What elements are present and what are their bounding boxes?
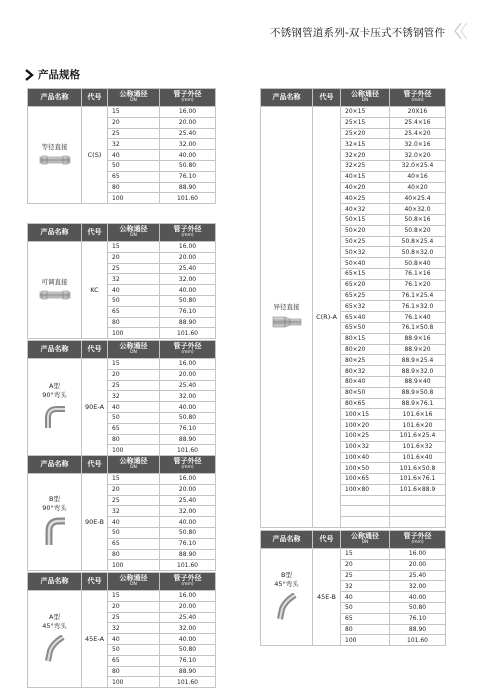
- nominal-diameter-cell: 50×20: [341, 225, 390, 236]
- outer-diameter-cell: 76.1×25.4: [390, 290, 446, 301]
- nominal-diameter-cell: 65: [108, 171, 160, 182]
- nominal-diameter-cell: 15: [108, 591, 160, 602]
- chevron-decoration-icon: [454, 22, 468, 40]
- nominal-diameter-cell: 100: [108, 193, 160, 204]
- product-name-cell: [28, 474, 82, 571]
- header-nominal-diameter-unit: DN: [361, 539, 369, 545]
- header-code: 代号: [82, 341, 108, 359]
- nominal-diameter-cell: 80: [108, 549, 160, 560]
- header-code: 代号: [313, 89, 341, 107]
- nominal-diameter-cell: 50: [108, 160, 160, 171]
- nominal-diameter-cell: 25: [108, 380, 160, 391]
- outer-diameter-cell: 76.10: [160, 171, 216, 182]
- header-nominal-diameter-unit: DN: [130, 232, 137, 238]
- nominal-diameter-cell: 100×40: [341, 452, 390, 463]
- header-nominal-diameter-label: 公称通径: [351, 532, 379, 541]
- header-pipe-outer-diameter: [160, 224, 216, 242]
- nominal-diameter-cell: 25: [108, 263, 160, 274]
- section-title: 产品规格: [38, 69, 80, 81]
- product-name-line: A型: [49, 613, 60, 622]
- outer-diameter-cell: 101.6×50.8: [390, 463, 446, 474]
- header-nominal-diameter: [341, 531, 390, 549]
- outer-diameter-cell: 16.00: [160, 359, 216, 370]
- nominal-diameter-cell: 32: [341, 581, 390, 592]
- product-code: 45E-B: [313, 549, 341, 646]
- product-name-cell: [28, 107, 82, 204]
- header-nominal-diameter-label: 公称通径: [119, 457, 148, 466]
- outer-diameter-cell: 40×20: [390, 182, 446, 193]
- outer-diameter-cell: 32.00: [160, 623, 216, 634]
- outer-diameter-cell: 40.00: [160, 285, 216, 296]
- outer-diameter-cell: 101.6×32: [390, 441, 446, 452]
- outer-diameter-cell: 20.00: [390, 559, 446, 570]
- nominal-diameter-cell: 32: [108, 139, 160, 150]
- outer-diameter-cell: 16.00: [160, 242, 216, 253]
- nominal-diameter-cell: 40×32: [341, 204, 390, 215]
- nominal-diameter-cell: 15: [341, 549, 390, 560]
- header-nominal-diameter-label: 公称通径: [351, 90, 379, 99]
- product-code: 90E-B: [82, 474, 108, 571]
- nominal-diameter-cell: 50: [108, 527, 160, 538]
- nominal-diameter-cell: 65: [108, 423, 160, 434]
- nominal-diameter-cell: 25: [108, 128, 160, 139]
- header-nominal-diameter: [108, 341, 160, 359]
- nominal-diameter-cell: 100×80: [341, 484, 390, 495]
- nominal-diameter-cell: 20×15: [341, 107, 390, 118]
- outer-diameter-cell: 88.9×16: [390, 333, 446, 344]
- product-name-line: 可调直接: [41, 277, 68, 286]
- outer-diameter-cell: 50.8×32.0: [390, 247, 446, 258]
- outer-diameter-cell: 76.10: [160, 538, 216, 549]
- outer-diameter-cell: [390, 506, 446, 517]
- header-pipe-outer-diameter-unit: (mm): [181, 581, 194, 587]
- nominal-diameter-cell: 40×25: [341, 193, 390, 204]
- outer-diameter-cell: 76.10: [390, 613, 446, 624]
- nominal-diameter-cell: 20: [108, 484, 160, 495]
- nominal-diameter-cell: 50×15: [341, 214, 390, 225]
- outer-diameter-cell: 20.00: [160, 252, 216, 263]
- outer-diameter-cell: 101.60: [160, 677, 216, 688]
- outer-diameter-cell: 88.9×25.4: [390, 355, 446, 366]
- table-row: [28, 107, 216, 118]
- table-row: [28, 591, 216, 602]
- reducing-coupling-table: [260, 88, 446, 528]
- nominal-diameter-cell: 20: [108, 252, 160, 263]
- outer-diameter-cell: 32.0×20: [390, 150, 446, 161]
- nominal-diameter-cell: 100: [108, 328, 160, 339]
- nominal-diameter-cell: 32×20: [341, 150, 390, 161]
- outer-diameter-cell: 88.90: [160, 434, 216, 445]
- outer-diameter-cell: 50.80: [160, 644, 216, 655]
- outer-diameter-cell: 25.4×20: [390, 128, 446, 139]
- nominal-diameter-cell: 25×15: [341, 117, 390, 128]
- outer-diameter-cell: 101.6×25.4: [390, 430, 446, 441]
- page-header-title: 不锈钢管道系列-双卡压式不锈钢管件: [270, 27, 446, 39]
- header-pipe-outer-diameter-unit: (mm): [181, 232, 194, 238]
- product-name-line: 45°弯头: [274, 580, 299, 589]
- nominal-diameter-cell: 20: [108, 117, 160, 128]
- nominal-diameter-cell: 25×20: [341, 128, 390, 139]
- header-nominal-diameter: [341, 89, 390, 107]
- nominal-diameter-cell: 20: [108, 369, 160, 380]
- outer-diameter-cell: 101.6×88.9: [390, 484, 446, 495]
- outer-diameter-cell: 25.40: [160, 263, 216, 274]
- product-name-line: A型: [49, 382, 60, 391]
- nominal-diameter-cell: 100: [108, 560, 160, 571]
- nominal-diameter-cell: 65: [108, 655, 160, 666]
- nominal-diameter-cell: 80: [108, 182, 160, 193]
- outer-diameter-cell: 101.60: [160, 328, 216, 339]
- outer-diameter-cell: 32.0×16: [390, 139, 446, 150]
- nominal-diameter-cell: 32: [108, 506, 160, 517]
- product-name-cell: [28, 242, 82, 339]
- nominal-diameter-cell: 65×20: [341, 279, 390, 290]
- nominal-diameter-cell: 50×32: [341, 247, 390, 258]
- nominal-diameter-cell: 40: [108, 402, 160, 413]
- product-code: C(R)-A: [313, 107, 341, 528]
- header-pipe-outer-diameter: [160, 456, 216, 474]
- outer-diameter-cell: 50.80: [160, 160, 216, 171]
- header-pipe-outer-diameter: [160, 89, 216, 107]
- nominal-diameter-cell: 40×20: [341, 182, 390, 193]
- product-code: 45E-A: [82, 591, 108, 688]
- product-name-cell: [28, 359, 82, 456]
- nominal-diameter-cell: 15: [108, 242, 160, 253]
- header-pipe-outer-diameter: [390, 531, 446, 549]
- product-name-line: 45°弯头: [42, 622, 67, 631]
- outer-diameter-cell: 25.40: [390, 570, 446, 581]
- product-code: KC: [82, 242, 108, 339]
- nominal-diameter-cell: 100×65: [341, 474, 390, 485]
- product-name-line: 等径直接: [41, 142, 68, 151]
- nominal-diameter-cell: 20: [108, 601, 160, 612]
- header-code: 代号: [82, 89, 108, 107]
- nominal-diameter-cell: 50: [108, 295, 160, 306]
- nominal-diameter-cell: [341, 506, 390, 517]
- outer-diameter-cell: 32.00: [160, 274, 216, 285]
- outer-diameter-cell: 16.00: [390, 549, 446, 560]
- header-pipe-outer-diameter-unit: (mm): [181, 464, 194, 470]
- header-nominal-diameter: [108, 89, 160, 107]
- nominal-diameter-cell: 100×50: [341, 463, 390, 474]
- elbow-90-type-b-table: [27, 455, 216, 571]
- outer-diameter-cell: 76.1×32.0: [390, 301, 446, 312]
- nominal-diameter-cell: 65×50: [341, 322, 390, 333]
- outer-diameter-cell: 88.90: [160, 317, 216, 328]
- table-row: [28, 242, 216, 253]
- outer-diameter-cell: 20.00: [160, 369, 216, 380]
- outer-diameter-cell: 25.40: [160, 495, 216, 506]
- outer-diameter-cell: 32.00: [160, 139, 216, 150]
- nominal-diameter-cell: 25: [108, 495, 160, 506]
- outer-diameter-cell: 16.00: [160, 591, 216, 602]
- header-product-name: 产品名称: [28, 573, 82, 591]
- nominal-diameter-cell: 100×20: [341, 420, 390, 431]
- nominal-diameter-cell: [341, 495, 390, 506]
- product-name-cell: [261, 107, 313, 528]
- nominal-diameter-cell: 32: [108, 623, 160, 634]
- outer-diameter-cell: [390, 517, 446, 528]
- nominal-diameter-cell: 50×40: [341, 258, 390, 269]
- nominal-diameter-cell: 80×20: [341, 344, 390, 355]
- nominal-diameter-cell: 80×40: [341, 376, 390, 387]
- outer-diameter-cell: 88.90: [160, 666, 216, 677]
- header-product-name: 产品名称: [28, 89, 82, 107]
- nominal-diameter-cell: 100×15: [341, 409, 390, 420]
- outer-diameter-cell: 50.80: [160, 527, 216, 538]
- header-product-name: 产品名称: [261, 89, 313, 107]
- table-row: [261, 549, 446, 560]
- header-pipe-outer-diameter-label: 管子外径: [173, 574, 202, 583]
- header-product-name: 产品名称: [28, 456, 82, 474]
- nominal-diameter-cell: 100: [341, 635, 390, 646]
- outer-diameter-cell: 50.8×25.4: [390, 236, 446, 247]
- nominal-diameter-cell: 65×40: [341, 312, 390, 323]
- outer-diameter-cell: 25.40: [160, 612, 216, 623]
- fitting-image-icon: [28, 517, 81, 549]
- outer-diameter-cell: 101.60: [160, 560, 216, 571]
- chevron-right-icon: [24, 69, 34, 81]
- elbow-45-type-a-table: [27, 572, 216, 688]
- header-nominal-diameter: [108, 573, 160, 591]
- nominal-diameter-cell: 80: [108, 666, 160, 677]
- outer-diameter-cell: 88.90: [160, 182, 216, 193]
- outer-diameter-cell: 20.00: [160, 117, 216, 128]
- outer-diameter-cell: 40.00: [160, 634, 216, 645]
- header-pipe-outer-diameter-unit: (mm): [181, 349, 194, 355]
- outer-diameter-cell: 32.0×25.4: [390, 160, 446, 171]
- outer-diameter-cell: 16.00: [160, 474, 216, 485]
- nominal-diameter-cell: 40: [108, 285, 160, 296]
- outer-diameter-cell: 101.60: [160, 445, 216, 456]
- header-nominal-diameter-unit: DN: [130, 581, 137, 587]
- nominal-diameter-cell: 50: [108, 644, 160, 655]
- outer-diameter-cell: 101.6×40: [390, 452, 446, 463]
- outer-diameter-cell: 101.60: [160, 193, 216, 204]
- outer-diameter-cell: 50.8×40: [390, 258, 446, 269]
- nominal-diameter-cell: 80: [108, 317, 160, 328]
- product-name-cell: [261, 549, 313, 646]
- outer-diameter-cell: 76.10: [160, 655, 216, 666]
- nominal-diameter-cell: 50: [108, 412, 160, 423]
- header-code: 代号: [82, 224, 108, 242]
- nominal-diameter-cell: 32: [108, 391, 160, 402]
- nominal-diameter-cell: 32×15: [341, 139, 390, 150]
- header-code: 代号: [313, 531, 341, 549]
- outer-diameter-cell: 88.9×40: [390, 376, 446, 387]
- header-nominal-diameter-unit: DN: [130, 349, 137, 355]
- outer-diameter-cell: 76.10: [160, 306, 216, 317]
- nominal-diameter-cell: 15: [108, 359, 160, 370]
- outer-diameter-cell: 25.40: [160, 380, 216, 391]
- header-pipe-outer-diameter-unit: (mm): [411, 539, 424, 545]
- outer-diameter-cell: 76.1×40: [390, 312, 446, 323]
- outer-diameter-cell: 20.00: [160, 601, 216, 612]
- outer-diameter-cell: 40.00: [160, 150, 216, 161]
- outer-diameter-cell: 40×16: [390, 171, 446, 182]
- adjustable-coupling-table: [27, 223, 216, 339]
- outer-diameter-cell: 88.90: [390, 624, 446, 635]
- table-row: [28, 474, 216, 485]
- nominal-diameter-cell: 65×25: [341, 290, 390, 301]
- nominal-diameter-cell: 25: [108, 612, 160, 623]
- product-code: C(S): [82, 107, 108, 204]
- header-product-name: 产品名称: [261, 531, 313, 549]
- outer-diameter-cell: 76.1×20: [390, 279, 446, 290]
- product-code: 90E-A: [82, 359, 108, 456]
- nominal-diameter-cell: 40: [108, 634, 160, 645]
- nominal-diameter-cell: 100×25: [341, 430, 390, 441]
- outer-diameter-cell: 32.00: [160, 506, 216, 517]
- product-name-line: 异径直接: [273, 302, 300, 311]
- nominal-diameter-cell: 65: [108, 306, 160, 317]
- product-name-cell: [28, 591, 82, 688]
- outer-diameter-cell: 88.9×50.8: [390, 387, 446, 398]
- product-name-line: B型: [281, 571, 292, 580]
- outer-diameter-cell: 32.00: [160, 391, 216, 402]
- nominal-diameter-cell: 65×32: [341, 301, 390, 312]
- outer-diameter-cell: 50.8×16: [390, 214, 446, 225]
- outer-diameter-cell: 50.8×20: [390, 225, 446, 236]
- outer-diameter-cell: 16.00: [160, 107, 216, 118]
- fitting-image-icon: [261, 593, 312, 623]
- fitting-image-icon: [28, 290, 81, 302]
- header-pipe-outer-diameter-label: 管子外径: [173, 457, 202, 466]
- nominal-diameter-cell: 80×32: [341, 366, 390, 377]
- header-pipe-outer-diameter-label: 管子外径: [403, 90, 432, 99]
- outer-diameter-cell: 32.00: [390, 581, 446, 592]
- header-nominal-diameter-label: 公称通径: [119, 574, 148, 583]
- header-pipe-outer-diameter-unit: (mm): [181, 97, 194, 103]
- outer-diameter-cell: 40×25.4: [390, 193, 446, 204]
- straight-coupling-table: [27, 88, 216, 204]
- header-nominal-diameter-unit: DN: [130, 97, 137, 103]
- header-pipe-outer-diameter-unit: (mm): [411, 97, 424, 103]
- nominal-diameter-cell: 65×15: [341, 268, 390, 279]
- outer-diameter-cell: 40.00: [160, 517, 216, 528]
- nominal-diameter-cell: 100: [108, 677, 160, 688]
- nominal-diameter-cell: 80×50: [341, 387, 390, 398]
- nominal-diameter-cell: 25: [341, 570, 390, 581]
- nominal-diameter-cell: 15: [108, 107, 160, 118]
- header-nominal-diameter-label: 公称通径: [119, 90, 148, 99]
- nominal-diameter-cell: 80×65: [341, 398, 390, 409]
- elbow-90-type-a-table: [27, 340, 216, 456]
- nominal-diameter-cell: 65: [341, 613, 390, 624]
- nominal-diameter-cell: 32×25: [341, 160, 390, 171]
- outer-diameter-cell: 50.80: [390, 602, 446, 613]
- outer-diameter-cell: 101.6×76.1: [390, 474, 446, 485]
- outer-diameter-cell: 40×32.0: [390, 204, 446, 215]
- fitting-image-icon: [261, 315, 312, 331]
- nominal-diameter-cell: 100×32: [341, 441, 390, 452]
- outer-diameter-cell: 101.6×16: [390, 409, 446, 420]
- outer-diameter-cell: 101.60: [390, 635, 446, 646]
- header-pipe-outer-diameter: [160, 341, 216, 359]
- section-heading: [24, 67, 80, 82]
- table-row: [261, 107, 446, 118]
- product-name-line: 90°弯头: [42, 504, 67, 513]
- header-pipe-outer-diameter-label: 管子外径: [173, 225, 202, 234]
- header-pipe-outer-diameter-label: 管子外径: [403, 532, 432, 541]
- outer-diameter-cell: 76.1×50.8: [390, 322, 446, 333]
- header-code: 代号: [82, 456, 108, 474]
- header-pipe-outer-diameter-label: 管子外径: [173, 342, 202, 351]
- outer-diameter-cell: 50.80: [160, 295, 216, 306]
- nominal-diameter-cell: 20: [341, 559, 390, 570]
- table-row: [28, 359, 216, 370]
- outer-diameter-cell: 88.9×20: [390, 344, 446, 355]
- header-pipe-outer-diameter: [390, 89, 446, 107]
- header-nominal-diameter-unit: DN: [361, 97, 369, 103]
- fitting-image-icon: [28, 155, 81, 167]
- nominal-diameter-cell: 65: [108, 538, 160, 549]
- product-name-line: B型: [49, 495, 60, 504]
- outer-diameter-cell: 101.6×20: [390, 420, 446, 431]
- nominal-diameter-cell: 80: [108, 434, 160, 445]
- header-nominal-diameter: [108, 224, 160, 242]
- header-nominal-diameter-label: 公称通径: [119, 342, 148, 351]
- nominal-diameter-cell: 40: [341, 592, 390, 603]
- outer-diameter-cell: 88.9×32.0: [390, 366, 446, 377]
- nominal-diameter-cell: 80: [341, 624, 390, 635]
- nominal-diameter-cell: 100: [108, 445, 160, 456]
- outer-diameter-cell: 76.10: [160, 423, 216, 434]
- elbow-45-type-b-table: [260, 530, 446, 646]
- nominal-diameter-cell: 40: [108, 150, 160, 161]
- header-code: 代号: [82, 573, 108, 591]
- header-nominal-diameter-label: 公称通径: [119, 225, 148, 234]
- nominal-diameter-cell: 80×25: [341, 355, 390, 366]
- outer-diameter-cell: 25.4×16: [390, 117, 446, 128]
- outer-diameter-cell: 20.00: [160, 484, 216, 495]
- outer-diameter-cell: 25.40: [160, 128, 216, 139]
- header-nominal-diameter-unit: DN: [130, 464, 137, 470]
- nominal-diameter-cell: 32: [108, 274, 160, 285]
- nominal-diameter-cell: 40: [108, 517, 160, 528]
- header-product-name: 产品名称: [28, 224, 82, 242]
- fitting-image-icon: [28, 635, 81, 665]
- outer-diameter-cell: 88.90: [160, 549, 216, 560]
- header-product-name: 产品名称: [28, 341, 82, 359]
- outer-diameter-cell: 88.9×76.1: [390, 398, 446, 409]
- header-nominal-diameter: [108, 456, 160, 474]
- outer-diameter-cell: 40.00: [160, 402, 216, 413]
- nominal-diameter-cell: 15: [108, 474, 160, 485]
- fitting-image-icon: [28, 404, 81, 432]
- outer-diameter-cell: 76.1×16: [390, 268, 446, 279]
- outer-diameter-cell: 20X16: [390, 107, 446, 118]
- outer-diameter-cell: 50.80: [160, 412, 216, 423]
- header-pipe-outer-diameter: [160, 573, 216, 591]
- nominal-diameter-cell: 80×15: [341, 333, 390, 344]
- outer-diameter-cell: 40.00: [390, 592, 446, 603]
- nominal-diameter-cell: [341, 517, 390, 528]
- nominal-diameter-cell: 50: [341, 602, 390, 613]
- outer-diameter-cell: [390, 495, 446, 506]
- product-name-line: 90°弯头: [42, 391, 67, 400]
- nominal-diameter-cell: 40×15: [341, 171, 390, 182]
- header-pipe-outer-diameter-label: 管子外径: [173, 90, 202, 99]
- nominal-diameter-cell: 50×25: [341, 236, 390, 247]
